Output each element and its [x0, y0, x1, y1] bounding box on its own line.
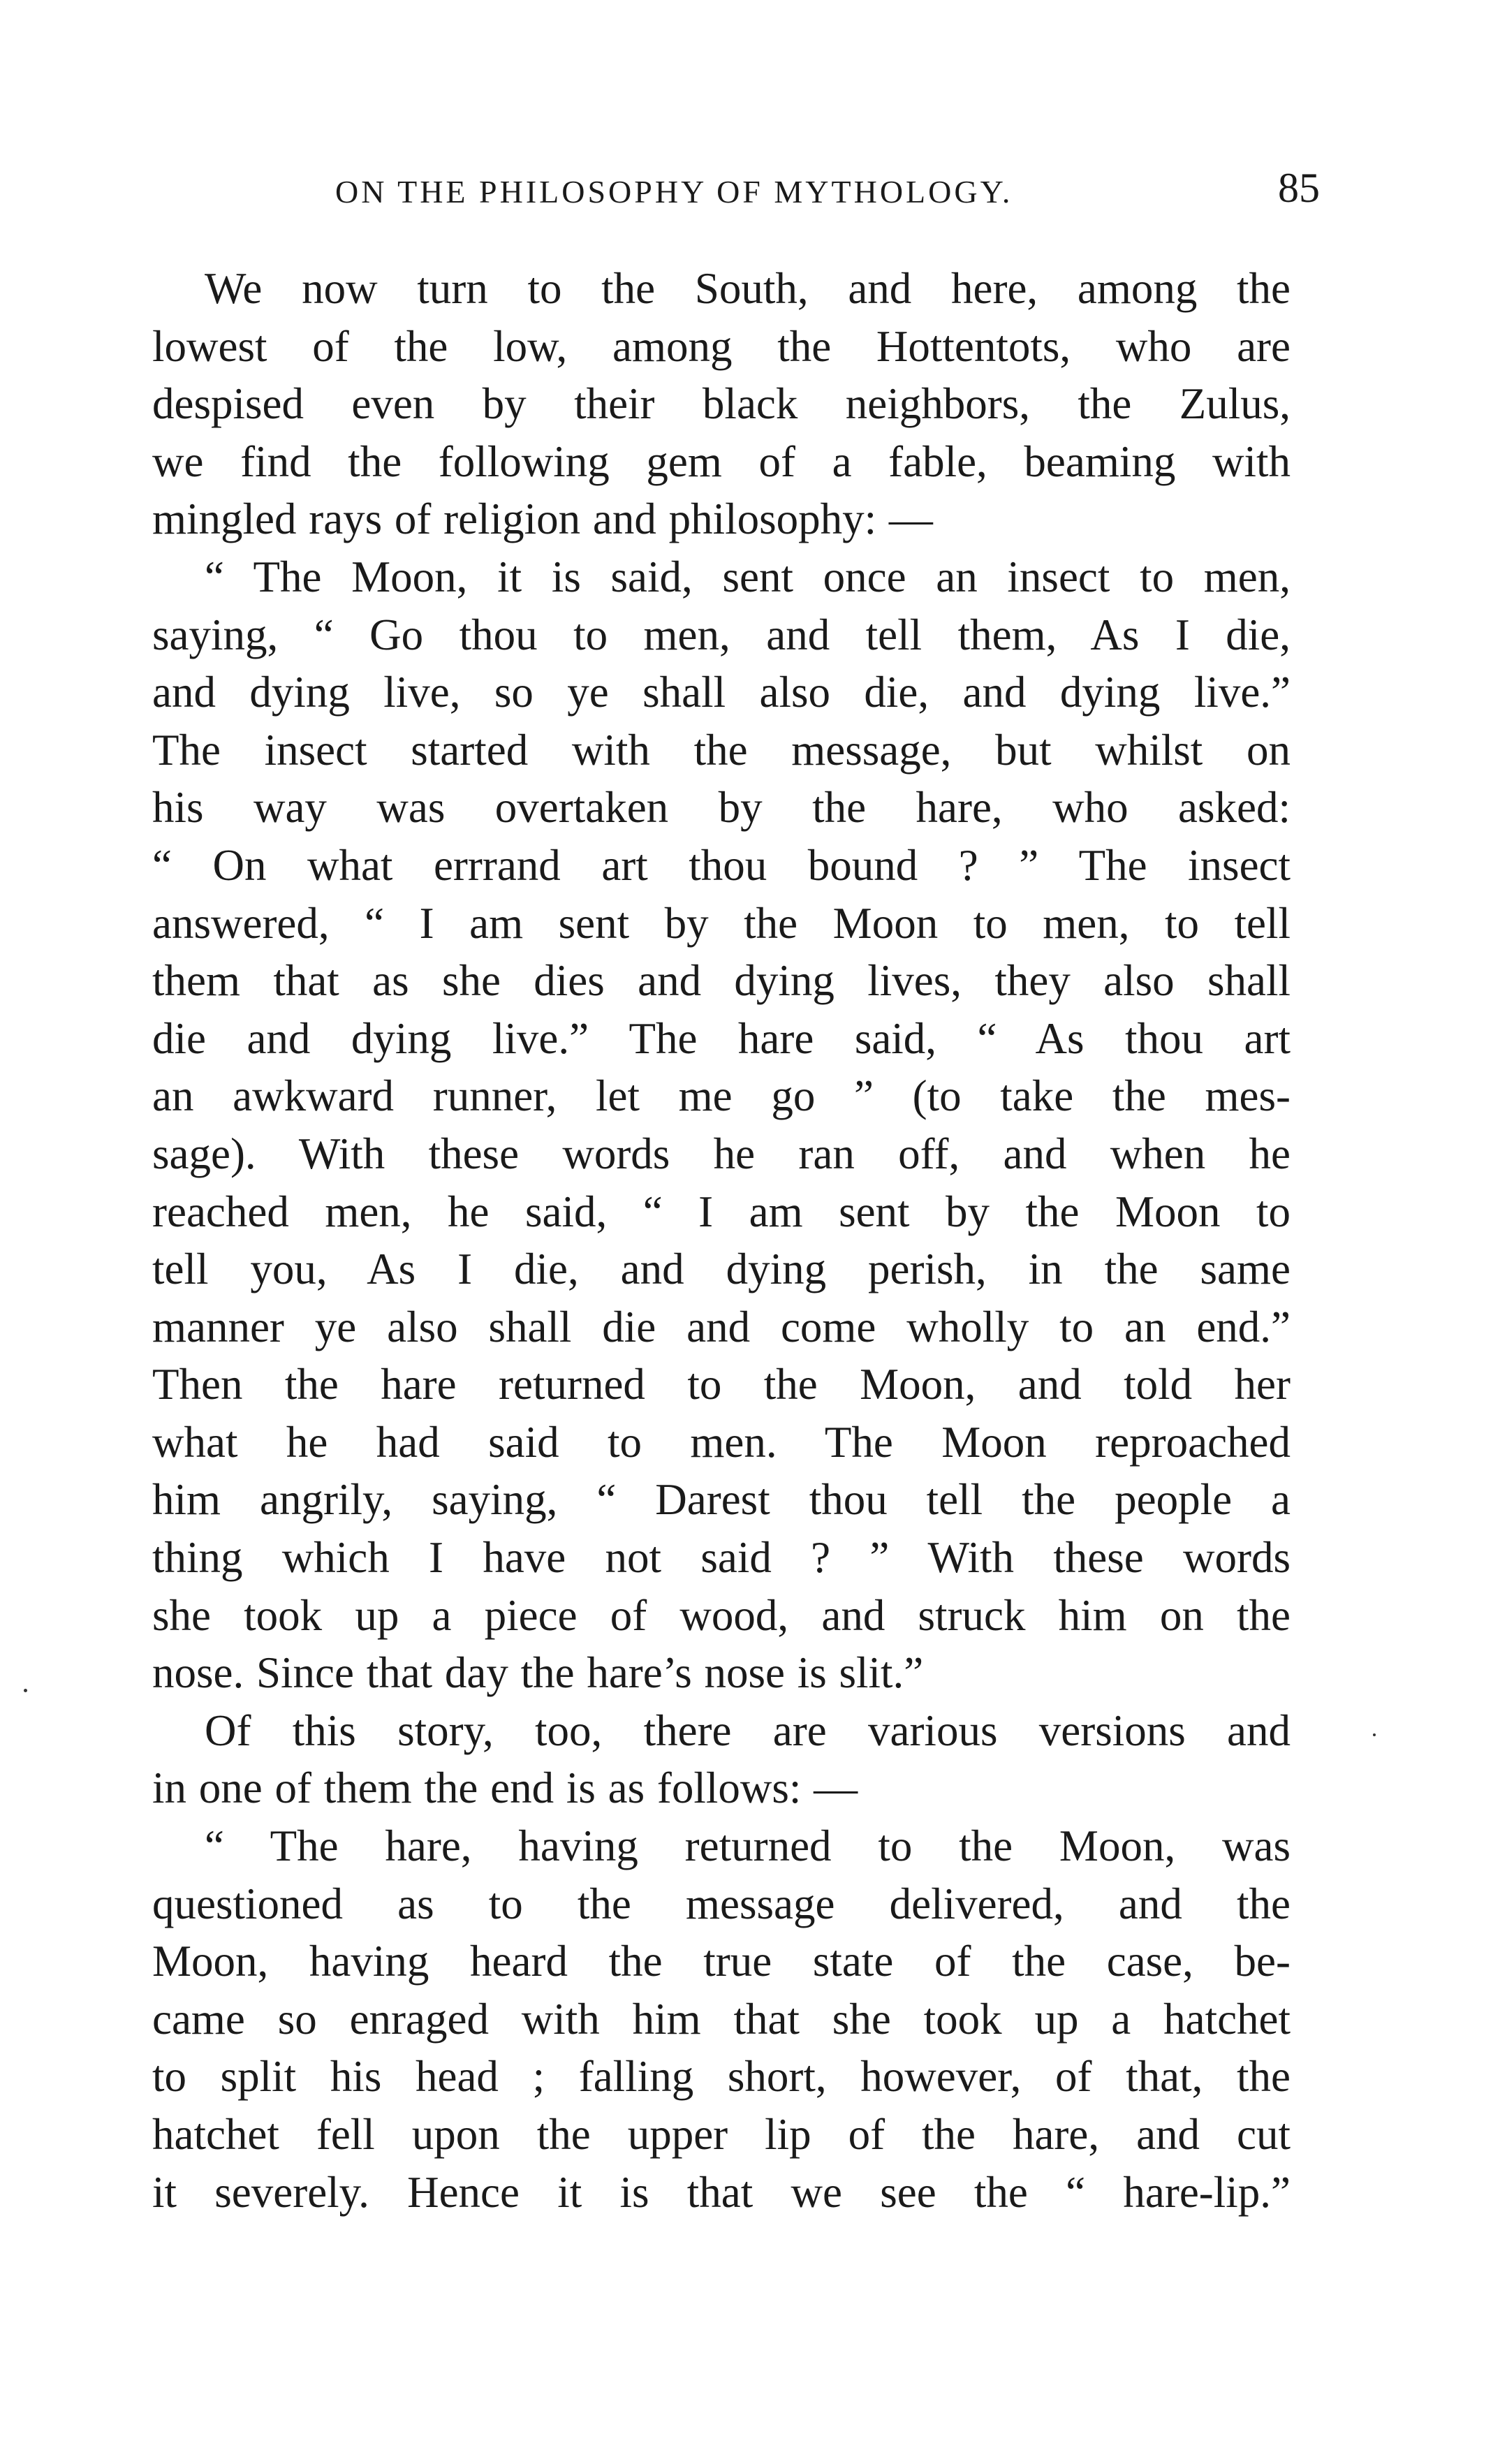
text-line: answered, “ I am sent by the Moon to men, to tell [152, 898, 1291, 948]
text-line: mingled rays of religion and philosophy: — [152, 494, 933, 544]
text-line: tell you, As I die, and dying perish, in the same [152, 1245, 1291, 1294]
text-line: Moon, having heard the true state of the case, be- [152, 1937, 1291, 1986]
text-line: hatchet fell upon the upper lip of the hare, and cut [152, 2110, 1291, 2159]
text-line: Of this story, too, there are various versions and [205, 1706, 1291, 1755]
text-line: “ On what errrand art thou bound ? ” The insect [152, 840, 1291, 890]
text-line: despised even by their black neighbors, the Zulus, [152, 379, 1291, 429]
text-line: him angrily, saying, “ Darest thou tell the people a [152, 1475, 1291, 1525]
running-title: ON THE PHILOSOPHY OF MYTHOLOGY. [335, 174, 1013, 210]
text-line: to split his head ; falling short, however, of that, the [152, 2052, 1291, 2102]
text-line: what he had said to men. The Moon reproached [152, 1417, 1291, 1467]
text-line: she took up a piece of wood, and struck him on the [152, 1590, 1291, 1640]
text-line: saying, “ Go thou to men, and tell them, As I die, [152, 610, 1291, 659]
text-line: thing which I have not said ? ” With these words [152, 1533, 1291, 1583]
text-line: and dying live, so ye shall also die, and dying live.” [152, 668, 1291, 717]
text-line: sage). With these words he ran off, and when he [152, 1129, 1291, 1178]
page-number: 85 [1278, 165, 1320, 211]
text-line: we find the following gem of a fable, beaming with [152, 437, 1291, 486]
text-line: Then the hare returned to the Moon, and told her [152, 1360, 1291, 1409]
text-line: “ The Moon, it is said, sent once an insect to men, [205, 552, 1291, 601]
text-line: came so enraged with him that she took up a hatchet [152, 1994, 1291, 2044]
text-line: questioned as to the message delivered, and the [152, 1879, 1291, 1928]
text-line: it severely. Hence it is that we see the “ hare-lip.” [152, 2167, 1291, 2217]
text-line: lowest of the low, among the Hottentots, who are [152, 321, 1291, 371]
print-speck [1373, 1733, 1376, 1736]
text-line: reached men, he said, “ I am sent by the Moon to [152, 1187, 1291, 1236]
text-line: “ The hare, having returned to the Moon, was [205, 1821, 1291, 1871]
text-line: his way was overtaken by the hare, who asked: [152, 783, 1291, 833]
text-line: We now turn to the South, and here, among the [205, 264, 1291, 313]
body-text [152, 260, 1291, 2221]
text-line: an awkward runner, let me go ” (to take the mes- [152, 1071, 1291, 1121]
text-line: The insect started with the message, but whilst on [152, 725, 1291, 775]
text-line: manner ye also shall die and come wholly to an end.” [152, 1302, 1291, 1351]
text-line: in one of them the end is as follows: — [152, 1763, 858, 1813]
text-line: them that as she dies and dying lives, they also shall [152, 956, 1291, 1006]
text-line: nose. Since that day the hare’s nose is slit.” [152, 1648, 924, 1698]
text-line: die and dying live.” The hare said, “ As thou art [152, 1013, 1291, 1063]
print-speck [24, 1689, 27, 1692]
running-header [335, 165, 1341, 217]
